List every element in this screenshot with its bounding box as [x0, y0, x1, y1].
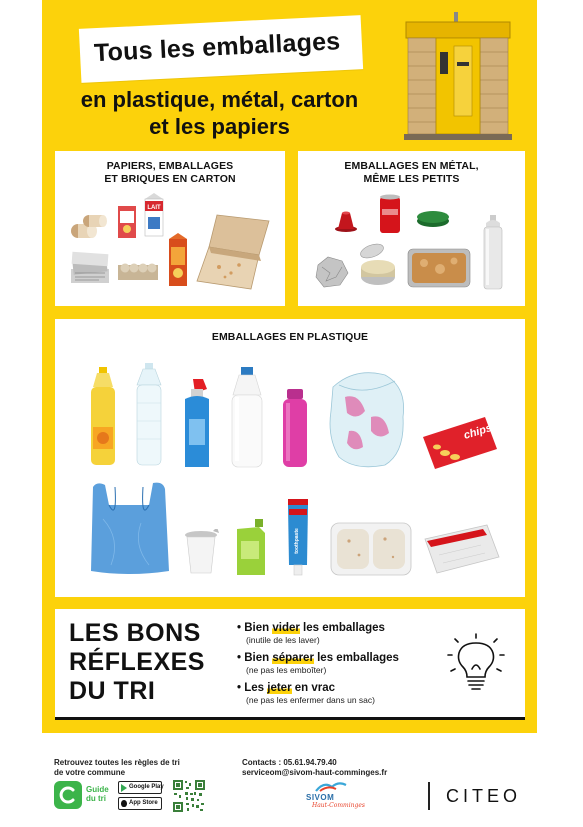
tip-separate-highlight: séparer	[272, 652, 314, 664]
chips-label: chips	[462, 421, 494, 442]
subtitle-line-1: en plastique, métal, carton	[80, 87, 359, 112]
refill-pouch-icon	[233, 519, 269, 577]
toothpaste-label: toothpaste	[294, 528, 300, 554]
page-title: Tous les emballages	[93, 27, 341, 68]
tip-loose-note: (ne pas les enfermer dans un sac)	[246, 695, 375, 705]
google-play-icon	[121, 784, 127, 792]
coffee-capsule-icon	[334, 209, 358, 233]
guide-du-tri-app[interactable]	[54, 781, 112, 811]
metal-lid-icon	[416, 207, 450, 229]
crushed-foil-icon	[314, 255, 350, 289]
tip-empty: • Bien vider les emballages (inutile de les laver)	[237, 621, 427, 645]
guide-du-tri-logo-icon	[54, 781, 82, 809]
metal-card	[298, 151, 525, 306]
paper-card-title: PAPIERS, EMBALLAGES ET BRIQUES EN CARTON	[104, 160, 236, 185]
plastic-bag-icon	[87, 479, 171, 579]
yogurt-pot-icon	[183, 529, 219, 575]
toothpaste-tube-icon	[287, 499, 309, 577]
reflexes-shadow-bar	[55, 717, 525, 720]
toilet-cleaner-icon	[181, 379, 213, 469]
cold-cut-packaging-icon	[421, 523, 501, 575]
sivom-logo-mark-icon	[314, 779, 348, 793]
pizza-box-icon	[195, 211, 275, 291]
milk-carton-icon	[143, 193, 165, 237]
reflexes-title	[69, 619, 205, 706]
contact-email[interactable]: serviceom@sivom-haut-comminges.fr	[242, 768, 388, 777]
lightbulb-icon	[447, 633, 505, 697]
milk-label: LAIT	[147, 205, 161, 211]
reflexes-tips	[237, 621, 427, 711]
qr-code-icon[interactable]	[172, 779, 206, 813]
sivom-logo: SIVOM Haut-Comminges	[300, 779, 370, 813]
app-store-badge[interactable]: App Store	[118, 797, 162, 810]
apple-icon	[121, 800, 127, 807]
newspaper-stack-icon	[69, 249, 111, 285]
chips-bag-icon	[419, 415, 501, 471]
aerosol-can-icon	[482, 215, 504, 291]
sorting-reflexes-panel	[55, 609, 525, 719]
metal-card-title: EMBALLAGES EN MÉTAL, MÊME LES PETITS	[344, 160, 479, 185]
tip-loose-highlight: jeter	[267, 682, 292, 694]
egg-carton-icon	[117, 257, 159, 281]
contact-phone[interactable]: Contacts : 05.61.94.79.40	[242, 758, 337, 767]
tip-empty-note: (inutile de les laver)	[246, 635, 320, 645]
subtitle-line-2: et les papiers	[149, 114, 290, 139]
tuna-can-icon	[358, 243, 398, 289]
paper-rolls-icon	[69, 213, 111, 241]
footer-divider	[428, 782, 430, 810]
poster	[42, 0, 537, 733]
guide-du-tri-label: Guide du tri	[86, 785, 109, 803]
contacts	[242, 758, 387, 778]
tip-empty-highlight: vider	[272, 622, 300, 634]
tip-separate-note: (ne pas les emboîter)	[246, 665, 327, 675]
reflexes-title-line-1: LES BONS	[69, 619, 201, 647]
subtitle	[42, 86, 397, 140]
reflexes-title-line-2: RÉFLEXES	[69, 648, 205, 676]
juice-carton-icon	[167, 233, 189, 287]
shampoo-bottle-icon	[281, 389, 309, 469]
cereal-box-icon	[117, 203, 137, 239]
plastic-card	[55, 319, 525, 597]
oil-bottle-icon	[87, 367, 119, 467]
tip-separate: • Bien séparer les emballages (ne pas les emboîter)	[237, 651, 427, 675]
plastic-card-title: EMBALLAGES EN PLASTIQUE	[211, 331, 369, 343]
recycling-bin-illustration	[402, 12, 514, 142]
google-play-badge[interactable]: Google Play	[118, 781, 162, 794]
reflexes-title-line-3: DU TRI	[69, 677, 156, 705]
citeo-logo: CITEO	[446, 786, 522, 806]
soda-can-icon	[378, 193, 402, 235]
food-container-icon	[329, 519, 413, 579]
tip-loose: • Les jeter en vrac (ne pas les enfermer dans un sac)	[237, 681, 427, 705]
paper-card	[55, 151, 285, 306]
plastic-film-pack-icon	[325, 367, 409, 471]
milk-bottle-icon	[229, 367, 265, 469]
title-banner	[79, 15, 363, 83]
rules-text: Retrouvez toutes les règles de tri de votre commune	[54, 758, 180, 777]
water-bottle-icon	[133, 363, 165, 467]
food-tray-icon	[406, 247, 472, 289]
